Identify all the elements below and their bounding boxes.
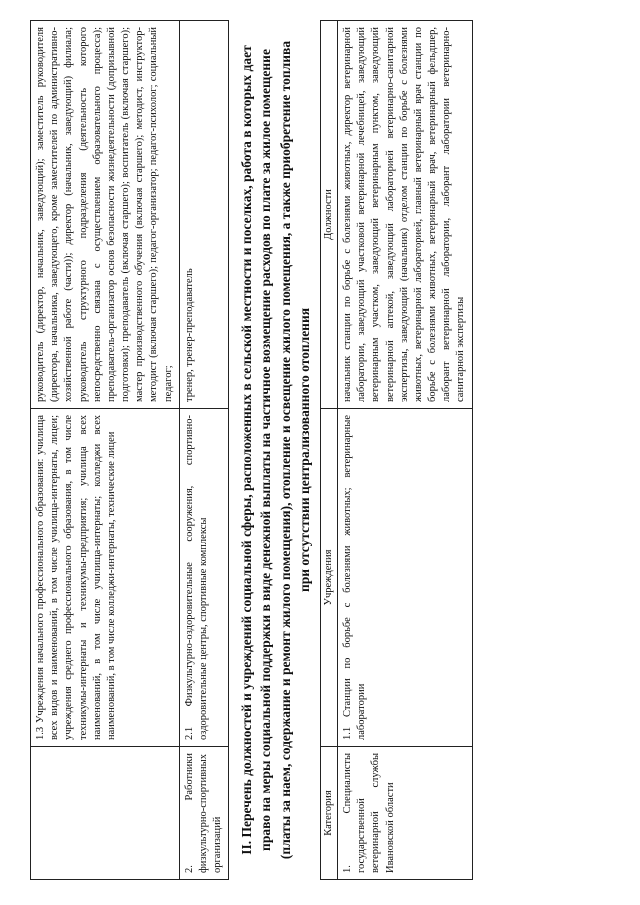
table-row <box>179 21 229 880</box>
section-heading: II. Перечень должностей и учреждений социальной сферы, расположенных в сельской местности и поселках, работа в которых дает право на меры социальной поддержки в виде денежной выплаты на частичное возмещение расходов по плате за жилое помещение (платы за наем, содержание и ремонт жилого помещения), отопление и освещение жилого помещения, а также приобретение топлива при отсутствии централизованного отопления <box>239 40 312 860</box>
institution-cell: 1.1 Станции по борьбе с болезнями животных; ветеринарные лаборатории <box>338 409 473 747</box>
rotated-document-page <box>30 20 610 880</box>
header-category: Категория <box>320 747 337 880</box>
positions-cell: начальник станции по борьбе с болезнями животных, директор ветеринарной лаборатории, заведующий участковой ветеринарной лечебницей, заведующий ветеринарным участком, заведующий ветеринарным пунктом, заведующий ветеринарной аптекой, заведующий лабораторией ветеринарно-санитарной экспертизы, заведующий (начальник) отделом станции по борьбе с болезнями животных, ветеринарной лабораторией, главный ветеринарный врач станции по борьбе с болезнями животных, ветеринарный врач, ветеринарный фельдшер, лаборант ветеринарной лаборатории, лаборант лаборатории ветеринарно-санитарной экспертизы <box>338 21 473 409</box>
institution-cell: 1.3 Учреждения начального профессионального образования: училища всех видов и наименований, в том числе училища-интернаты, лицеи; учреждения среднего профессионального образования, в том числе техникумы-интернаты и техникумы-предприятия; училища всех наименований, в том числе училища-интернаты; колледжи всех наименований, в том числе колледжи-интернаты, технические лицеи <box>31 409 180 747</box>
table-row <box>338 21 473 880</box>
header-positions: Должности <box>320 21 337 409</box>
category-cell: 1. Специалисты государственной ветеринарной службы Ивановской области <box>338 747 473 880</box>
positions-cell: тренер, тренер-преподаватель <box>179 21 229 409</box>
top-table <box>30 20 229 880</box>
category-cell: 2. Работники физкультурно-спортивных организаций <box>179 747 229 880</box>
category-cell <box>31 747 180 880</box>
positions-cell: руководитель (директор, начальник, заведующий); заместитель руководителя (директора, начальника, заведующего, кроме заместителей по административно-хозяйственной работе (части)); директор (начальник, заведующий) филиала; руководитель структурного подразделения (деятельность которого непосредственно связана с осуществлением образовательного процесса); преподаватель-организатор основ безопасности жизнедеятельности (допризывной подготовки); преподаватель (включая старшего); воспитатель (включая старшего); мастер производственного обучения (включая старшего); методист, инструктор-методист (включая старшего); педагог-организатор; педагог-психолог; социальный педагог; <box>31 21 180 409</box>
header-institution: Учреждения <box>320 409 337 747</box>
bottom-table <box>320 20 473 880</box>
institution-cell: 2.1 Физкультурно-оздоровительные сооружения, спортивно-оздоровительные центры, спортивные комплексы <box>179 409 229 747</box>
table-header-row <box>320 21 337 880</box>
table-row <box>31 21 180 880</box>
